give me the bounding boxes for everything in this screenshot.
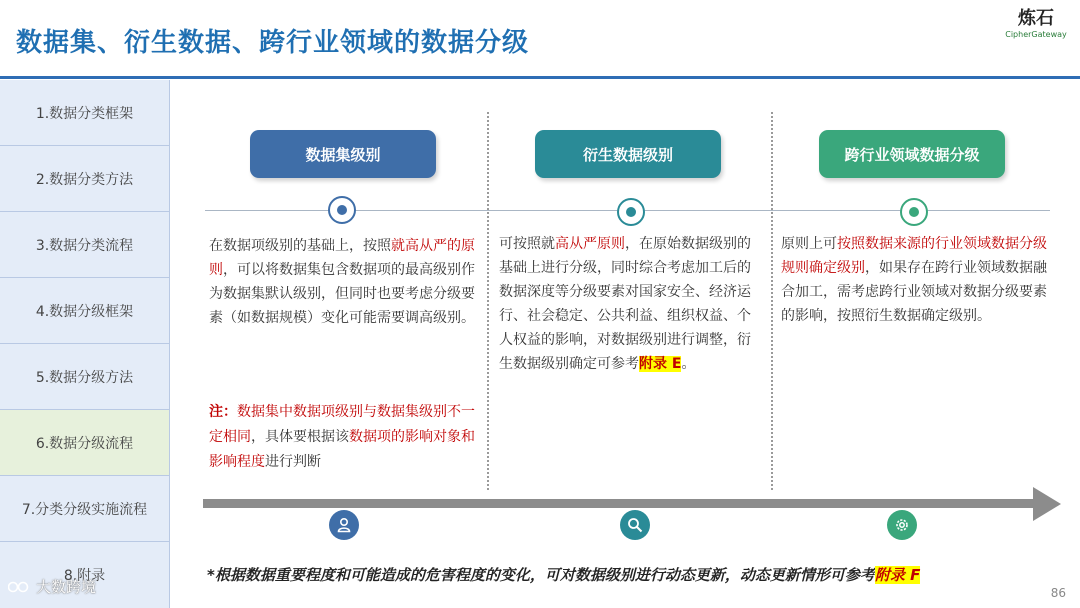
body-text: 原则上可 <box>781 236 837 252</box>
body-text: 在数据项级别的基础上，按照 <box>209 238 391 254</box>
sidebar-item-classification-framework[interactable] <box>0 80 169 146</box>
sidebar-item-label: 6.数据分级流程 <box>35 435 134 452</box>
column-divider <box>771 112 773 490</box>
cross-industry-description <box>781 232 1055 328</box>
highlighted-text: 数据项的影响对象和影响程度 <box>209 429 475 470</box>
note-label: 注： <box>209 404 237 420</box>
watermark <box>8 576 96 597</box>
body-text: ，在原始数据级别的基础上进行分级，同时综合考虑加工后的数据深度等分级要素对国家安全、经济运行、社会稳定、公共利益、组织权益、个人权益的影响，对数据级别进行调整，衍生数据级别确定可参考 <box>499 236 751 372</box>
body-text: ，具体要根据该 <box>251 429 349 445</box>
logo-english-text: CipherGateway <box>1005 30 1067 39</box>
column-divider <box>487 112 489 490</box>
sidebar-item-classification-process[interactable] <box>0 212 169 278</box>
body-text: 可按照就 <box>499 236 555 252</box>
sidebar-item-label: 3.数据分类流程 <box>35 237 134 254</box>
derived-data-level-heading: 衍生数据级别 <box>535 130 721 178</box>
highlighted-text: 高从严原则 <box>555 236 625 252</box>
appendix-f-reference: 附录 F <box>874 566 921 584</box>
slide-header <box>0 0 1080 78</box>
person-icon <box>329 510 359 540</box>
company-logo <box>1004 8 1068 40</box>
watermark-text: 大数跨境 <box>36 578 97 596</box>
highlighted-text: 就高从严的原则 <box>209 238 475 278</box>
arrow-right-icon <box>1033 487 1061 521</box>
dataset-level-description <box>209 234 481 330</box>
sidebar-item-label: 1.数据分类框架 <box>35 105 134 122</box>
gear-icon <box>887 510 917 540</box>
sidebar-item-grading-process[interactable] <box>0 410 169 476</box>
appendix-e-reference: 附录 E <box>639 356 682 372</box>
sidebar-item-appendix[interactable] <box>0 542 169 608</box>
sidebar-item-label: 2.数据分类方法 <box>35 171 134 188</box>
cross-industry-grading-heading: 跨行业领域数据分级 <box>819 130 1005 178</box>
footnote <box>207 564 1067 585</box>
body-text: ，可以将数据集包含数据项的最高级别作为数据集默认级别，但同时也要考虑分级要素（如数据规模）变化可能需要调高级别。 <box>209 262 475 326</box>
timeline-node <box>900 198 928 226</box>
page-title: 数据集、衍生数据、跨行业领域的数据分级 <box>16 28 530 58</box>
logo-chinese-text: 炼石 <box>1018 8 1054 29</box>
sidebar-item-label: 4.数据分级框架 <box>35 303 134 320</box>
body-text: 。 <box>681 356 696 372</box>
sidebar-item-label: 7.分类分级实施流程 <box>21 501 148 518</box>
sidebar-item-grading-framework[interactable] <box>0 278 169 344</box>
highlighted-text: 按照数据来源的行业领域数据分级规则确定级别 <box>781 236 1047 276</box>
watermark-logo-icon <box>8 580 30 594</box>
timeline-node <box>617 198 645 226</box>
dataset-level-heading: 数据集级别 <box>250 130 436 178</box>
highlighted-text: 数据集中数据项级别与数据集级别不一定相同 <box>209 404 475 445</box>
derived-data-description <box>499 232 761 376</box>
magnifier-icon <box>620 510 650 540</box>
sidebar-item-label: 8.附录 <box>63 568 106 584</box>
sidebar-item-grading-method[interactable] <box>0 344 169 410</box>
timeline-node <box>328 196 356 224</box>
main-content <box>171 80 1080 608</box>
flow-arrow-bar <box>203 499 1035 508</box>
body-text: ，如果存在跨行业领域数据融合加工，需考虑跨行业领域对数据分级要素的影响，按照衍生数据确定级别。 <box>781 260 1047 324</box>
page-number: 86 <box>1050 586 1066 600</box>
footnote-text: *根据数据重要程度和可能造成的危害程度的变化，可对数据级别进行动态更新，动态更新情形可参考 <box>207 566 875 584</box>
header-divider <box>0 76 1080 79</box>
dataset-level-note <box>209 400 481 475</box>
body-text: 进行判断 <box>265 454 321 470</box>
sidebar-item-implementation-process[interactable] <box>0 476 169 542</box>
sidebar-item-classification-method[interactable] <box>0 146 169 212</box>
sidebar-item-label: 5.数据分级方法 <box>35 369 134 386</box>
sidebar-nav <box>0 80 170 608</box>
